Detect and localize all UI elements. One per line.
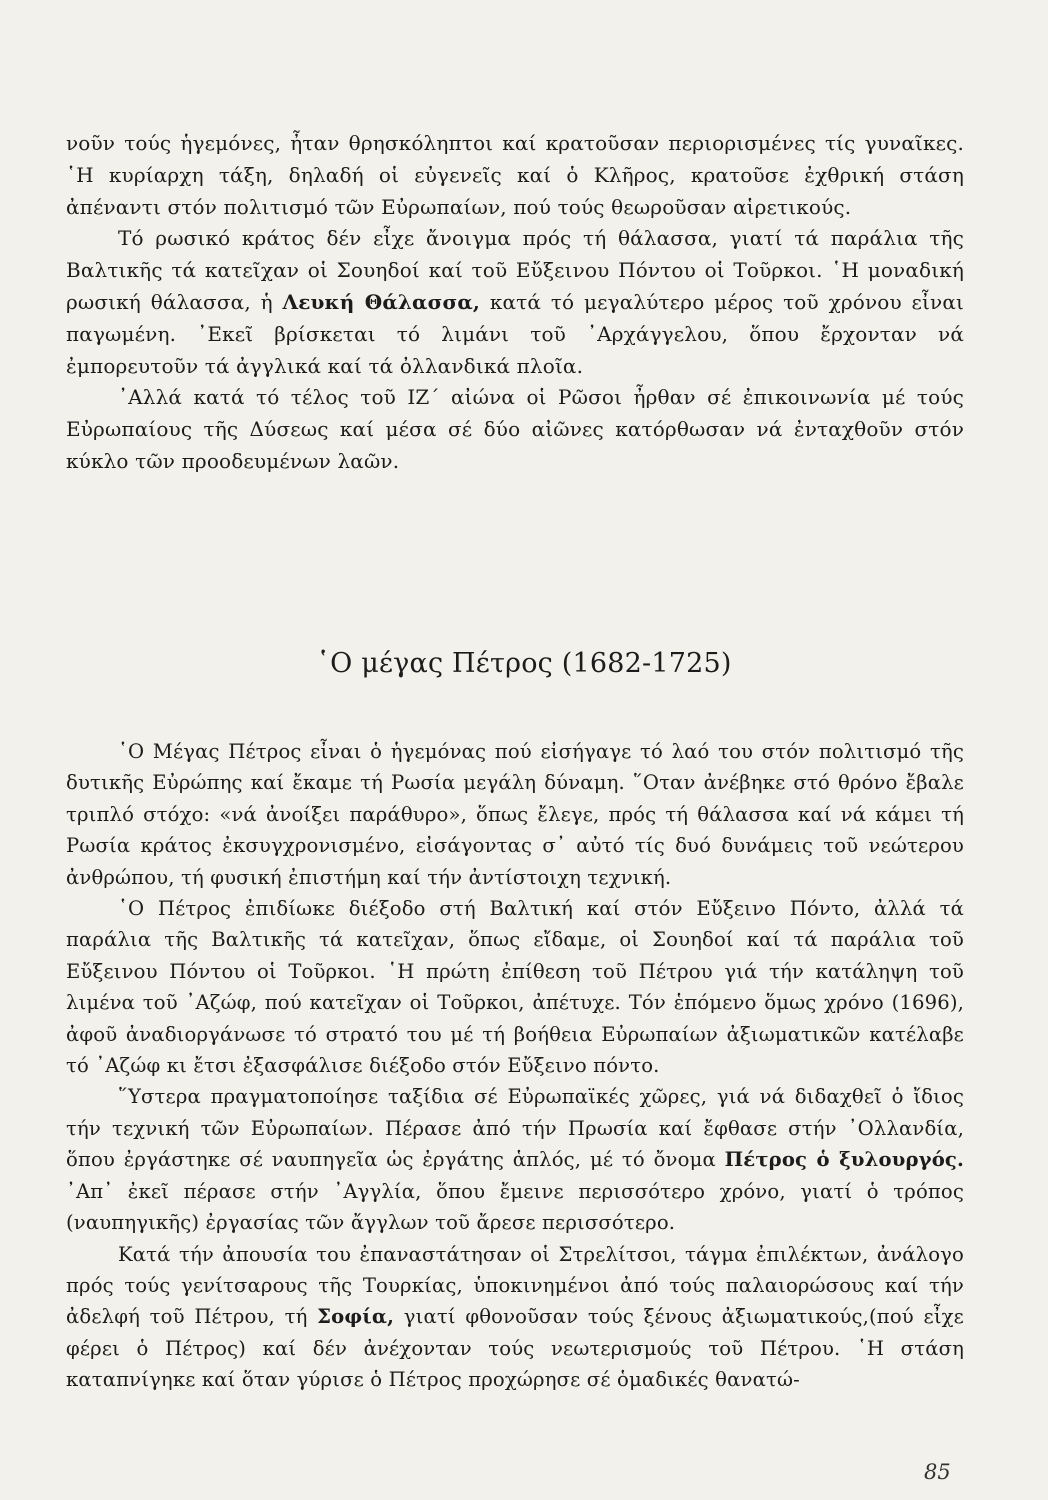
- paragraph-7-text-b: γιατί φθονοῦσαν τούς ξένους ἀξιωματικούς,(πού εἶχε φέρει ὁ Πέτρος) καί δέν ἀνέχονταν τούς νεωτερισμούς τοῦ Πέτρου. ῾Η στάση καταπνίγηκε καί ὅταν γύρισε ὁ Πέτρος προχώρησε σέ ὁμαδικές θανατώ-: [66, 1305, 964, 1392]
- text-section-top: [66, 128, 964, 478]
- paragraph-4: [66, 736, 964, 893]
- paragraph-7-text-a: Κατά τήν ἀπουσία του ἐπαναστάτησαν οἱ Στρελίτσοι, τάγμα ἐπιλέκτων, ἀνάλογο πρός τούς γενίτσαρους τῆς Τουρκίας, ὑποκινημένοι ἀπό τούς παλαιορώσους καί τήν ἀδελφή τοῦ Πέτρου, τή: [66, 1242, 964, 1329]
- paragraph-5: [66, 893, 964, 1081]
- paragraph-3-text: ᾿Αλλά κατά τό τέλος τοῦ ΙΖ΄ αἰώνα οἱ Ρῶσοι ἦρθαν σέ ἐπικοινωνία μέ τούς Εὐρωπαίους τῆς Δύσεως καί μέσα σέ δύο αἰῶνες κατόρθωσαν νά ἐνταχθοῦν στόν κύκλο τῶν προοδευμένων λαῶν.: [66, 385, 964, 473]
- paragraph-6-bold-term: Πέτρος ὁ ξυλουργός.: [724, 1148, 964, 1172]
- paragraph-3: [66, 382, 964, 477]
- paragraph-4-text: ῾Ο Μέγας Πέτρος εἶναι ὁ ἡγεμόνας πού εἰσήγαγε τό λαό του στόν πολιτισμό τῆς δυτικῆς Εὐρώπης καί ἔκαμε τή Ρωσία μεγάλη δύναμη. ῞Οταν ἀνέβηκε στό θρόνο ἔβαλε τριπλό στόχο: «νά ἀνοίξει παράθυρο», ὅπως ἔλεγε, πρός τή θάλασσα καί νά κάμει τή Ρωσία κράτος ἐκσυγχρονισμένο, εἰσάγοντας σ᾿ αὐτό τίς δυό δυνάμεις τοῦ νεώτερου ἀνθρώπου, τή φυσική ἐπιστήμη καί τήν ἀντίστοιχη τεχνική.: [66, 740, 964, 889]
- paragraph-6-text-b: ᾿Απ᾿ ἐκεῖ πέρασε στήν ᾿Αγγλία, ὅπου ἔμεινε περισσότερο χρόνο, γιατί ὁ τρόπος (ναυπηγικῆς) ἐργασίας τῶν ἄγγλων τοῦ ἄρεσε περισσότερο.: [66, 1179, 964, 1235]
- paragraph-2: [66, 223, 964, 382]
- paragraph-2-text-b: κατά τό μεγαλύτερο μέρος τοῦ χρόνου εἶναι παγωμένη. ᾿Εκεῖ βρίσκεται τό λιμάνι τοῦ ᾿Αρχάγγελου, ὅπου ἔρχονταν νά ἐμπορευτοῦν τά ἀγγλικά καί τά ὀλλανδικά πλοῖα.: [66, 289, 964, 378]
- paragraph-2-bold-term: Λευκή Θάλασσα,: [282, 289, 481, 314]
- paragraph-7-bold-term: Σοφία,: [317, 1305, 395, 1329]
- paragraph-7: [66, 1239, 964, 1396]
- paragraph-5-text: ῾Ο Πέτρος ἐπιδίωκε διέξοδο στή Βαλτική καί στόν Εὔξεινο Πόντο, ἀλλά τά παράλια τῆς Βαλτικῆς τά κατεῖχαν, ὅπως εἴδαμε, οἱ Σουηδοί καί τά παράλια τοῦ Εὔξεινου Πόντου οἱ Τοῦρκοι. ῾Η πρώτη ἐπίθεση τοῦ Πέτρου γιά τήν κατάληψη τοῦ λιμένα τοῦ ᾿Αζώφ, πού κατεῖχαν οἱ Τοῦρκοι, ἀπέτυχε. Τόν ἑπόμενο ὅμως χρόνο (1696), ἀφοῦ ἀναδιοργάνωσε τό στρατό του μέ τή βοήθεια Εὐρωπαίων ἀξιωματικῶν κατέλαβε τό ᾿Αζώφ κι ἔτσι ἐξασφάλισε διέξοδο στόν Εὔξεινο πόντο.: [66, 897, 964, 1078]
- paragraph-1: [66, 128, 964, 223]
- section-heading: ῾Ο μέγας Πέτρος (1682-1725): [316, 648, 732, 679]
- paragraph-6-text-a: ῞Υστερα πραγματοποίησε ταξίδια σέ Εὐρωπαϊκές χῶρες, γιά νά διδαχθεῖ ὁ ἴδιος τήν τεχνική τῶν Εὐρωπαίων. Πέρασε ἀπό τήν Πρωσία καί ἔφθασε στήν ᾿Ολλανδία, ὅπου ἐργάστηκε σέ ναυπηγεῖα ὡς ἐργάτης ἁπλός, μέ τό ὄνομα: [66, 1085, 964, 1172]
- paragraph-6: [66, 1081, 964, 1238]
- paragraph-2-text-a: Τό ρωσικό κράτος δέν εἶχε ἄνοιγμα πρός τή θάλασσα, γιατί τά παράλια τῆς Βαλτικῆς τά κατεῖχαν οἱ Σουηδοί καί τοῦ Εὔξεινου Πόντου οἱ Τοῦρκοι. ῾Η μοναδική ρωσική θάλασσα, ἡ: [66, 226, 964, 314]
- page-number: 85: [924, 1460, 951, 1484]
- paragraph-1-text: νοῦν τούς ἡγεμόνες, ἦταν θρησκόληπτοι καί κρατοῦσαν περιορισμένες τίς γυναῖκες. ῾Η κυρίαρχη τάξη, δηλαδή οἱ εὐγενεῖς καί ὁ Κλῆρος, κρατοῦσε ἐχθρική στάση ἀπέναντι στόν πολιτισμό τῶν Εὐρωπαίων, πού τούς θεωροῦσαν αἱρετικούς.: [66, 131, 964, 219]
- text-section-bottom: [66, 736, 964, 1396]
